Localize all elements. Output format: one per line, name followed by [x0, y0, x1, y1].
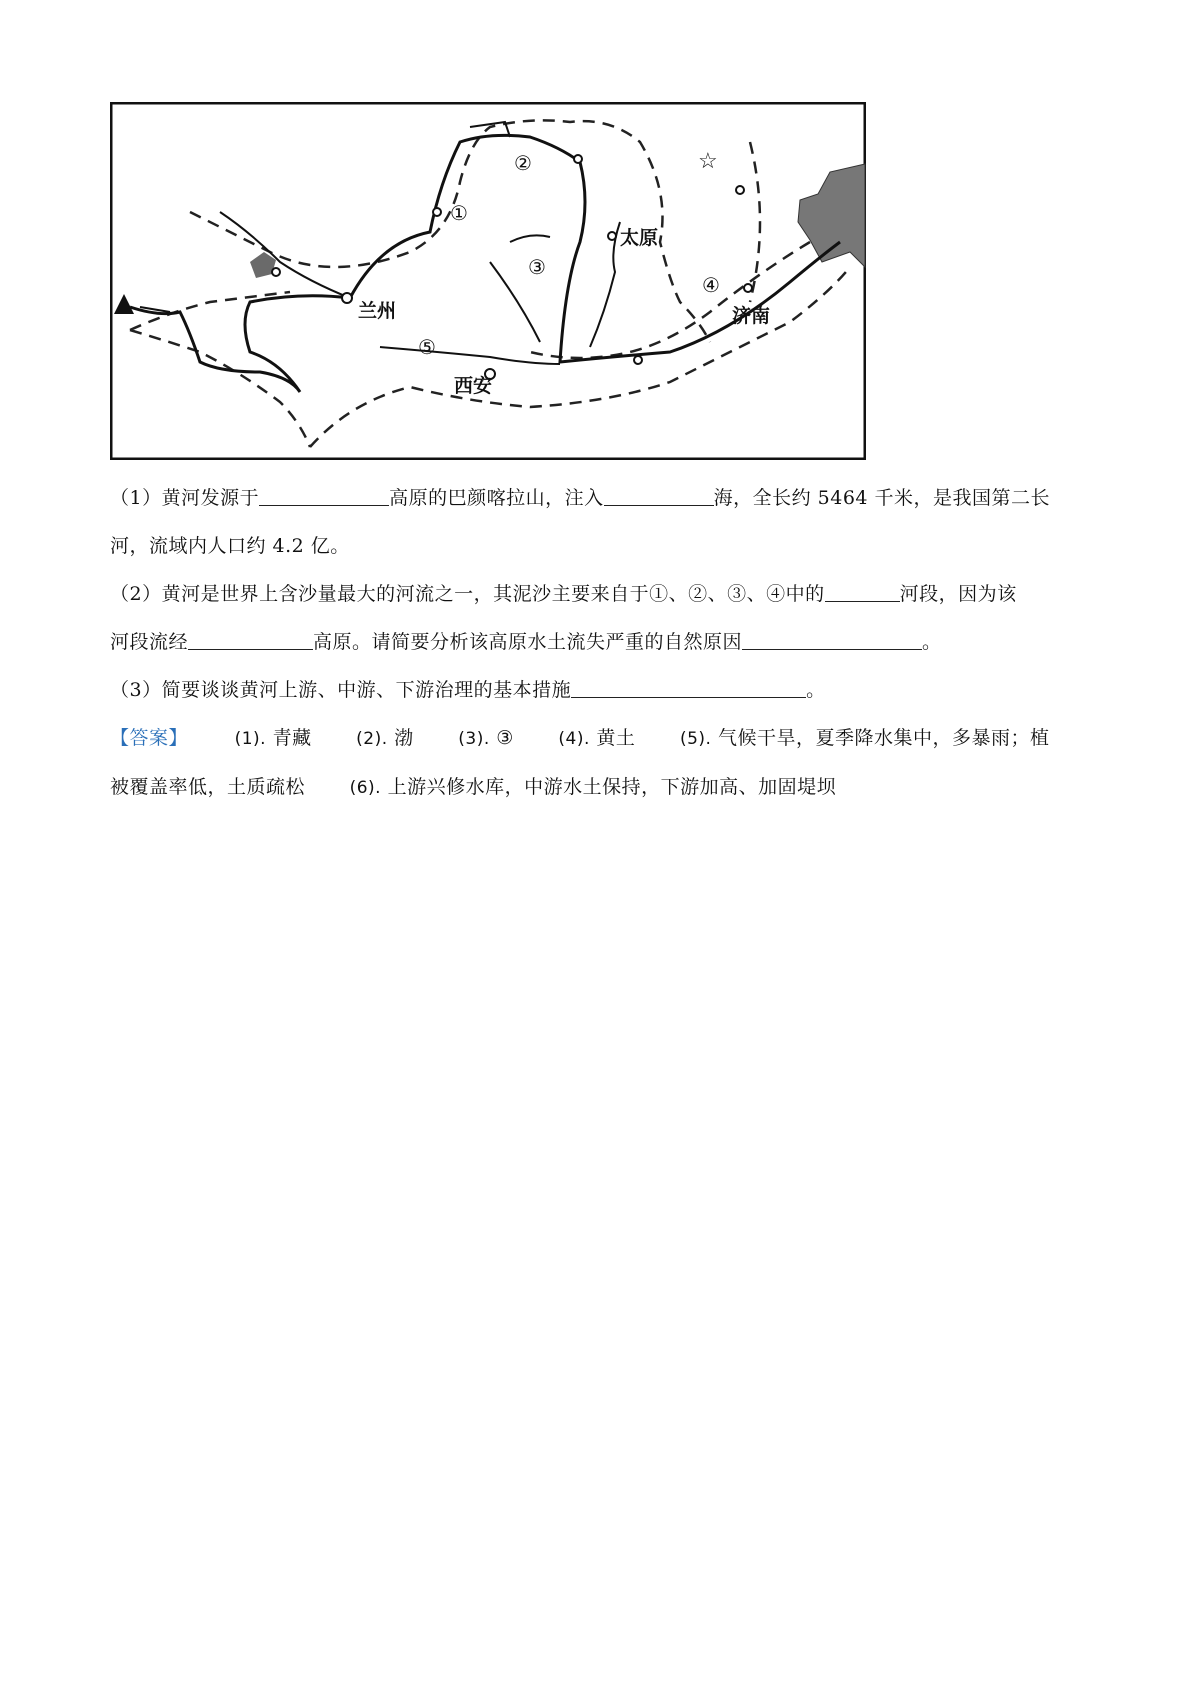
answer-text: 渤	[394, 727, 414, 749]
q3-text-a: （3）简要谈谈黄河上游、中游、下游治理的基本措施	[110, 679, 572, 701]
answer-text: 被覆盖率低，土质疏松	[110, 776, 306, 798]
city-label-xian: 西安	[454, 375, 493, 397]
segment-label-2: ②	[514, 151, 532, 175]
city-label-lanzhou: 兰州	[358, 300, 397, 322]
segment-label-3: ③	[528, 255, 546, 279]
question-1	[110, 474, 1100, 570]
answer-blank	[188, 629, 313, 650]
q2-text-b: 河段，因为该	[899, 583, 1017, 605]
answer-text: 上游兴修水库，中游水土保持，下游加高、加固堤坝	[387, 776, 837, 798]
answer-text: ③	[496, 727, 514, 749]
segment-label-1: ①	[450, 201, 468, 225]
q2-text-e: 。	[922, 631, 942, 653]
answer-num: (6).	[349, 778, 382, 798]
answer-num: (3).	[458, 729, 490, 749]
answer-blank	[571, 677, 806, 698]
answer-blank	[825, 581, 900, 602]
segment-label-4: ④	[702, 273, 720, 297]
q1-text-b: 高原的巴颜喀拉山，注入	[389, 487, 604, 509]
answer-blank	[259, 485, 389, 506]
city-label-taiyuan: 太原	[620, 227, 659, 249]
answer-text: 气候干旱，夏季降水集中，多暴雨；植	[718, 727, 1050, 749]
answer-tag: 【答案】	[110, 727, 189, 749]
star-icon: ☆	[698, 149, 718, 174]
answer-num: (2).	[356, 729, 388, 749]
answer-num: (1).	[234, 729, 267, 749]
q1-text-a: （1）黄河发源于	[110, 487, 260, 509]
answer-block	[110, 714, 1100, 812]
question-3	[110, 666, 1100, 714]
answer-num: (5).	[679, 729, 712, 749]
q2-text-c: 河段流经	[110, 631, 189, 653]
q1-text-d: 河，流域内人口约 4.2 亿。	[110, 535, 350, 557]
answer-text: 黄土	[596, 727, 636, 749]
answer-num: (4).	[558, 729, 590, 749]
question-2	[110, 570, 1100, 666]
answer-blank	[604, 485, 714, 506]
map-svg	[110, 102, 866, 460]
q3-text-b: 。	[806, 679, 826, 701]
answer-blank	[742, 629, 922, 650]
q2-text-d: 高原。请简要分析该高原水土流失严重的自然原因	[313, 631, 743, 653]
q2-text-a: （2）黄河是世界上含沙量最大的河流之一，其泥沙主要来自于①、②、③、④中的	[110, 583, 825, 605]
answer-text: 青藏	[272, 727, 312, 749]
city-label-jinan: 济南	[732, 305, 771, 327]
segment-label-5: ⑤	[418, 335, 436, 359]
yellow-river-map	[110, 102, 866, 460]
q1-text-c: 海，全长约 5464 千米，是我国第二长	[713, 487, 1051, 509]
